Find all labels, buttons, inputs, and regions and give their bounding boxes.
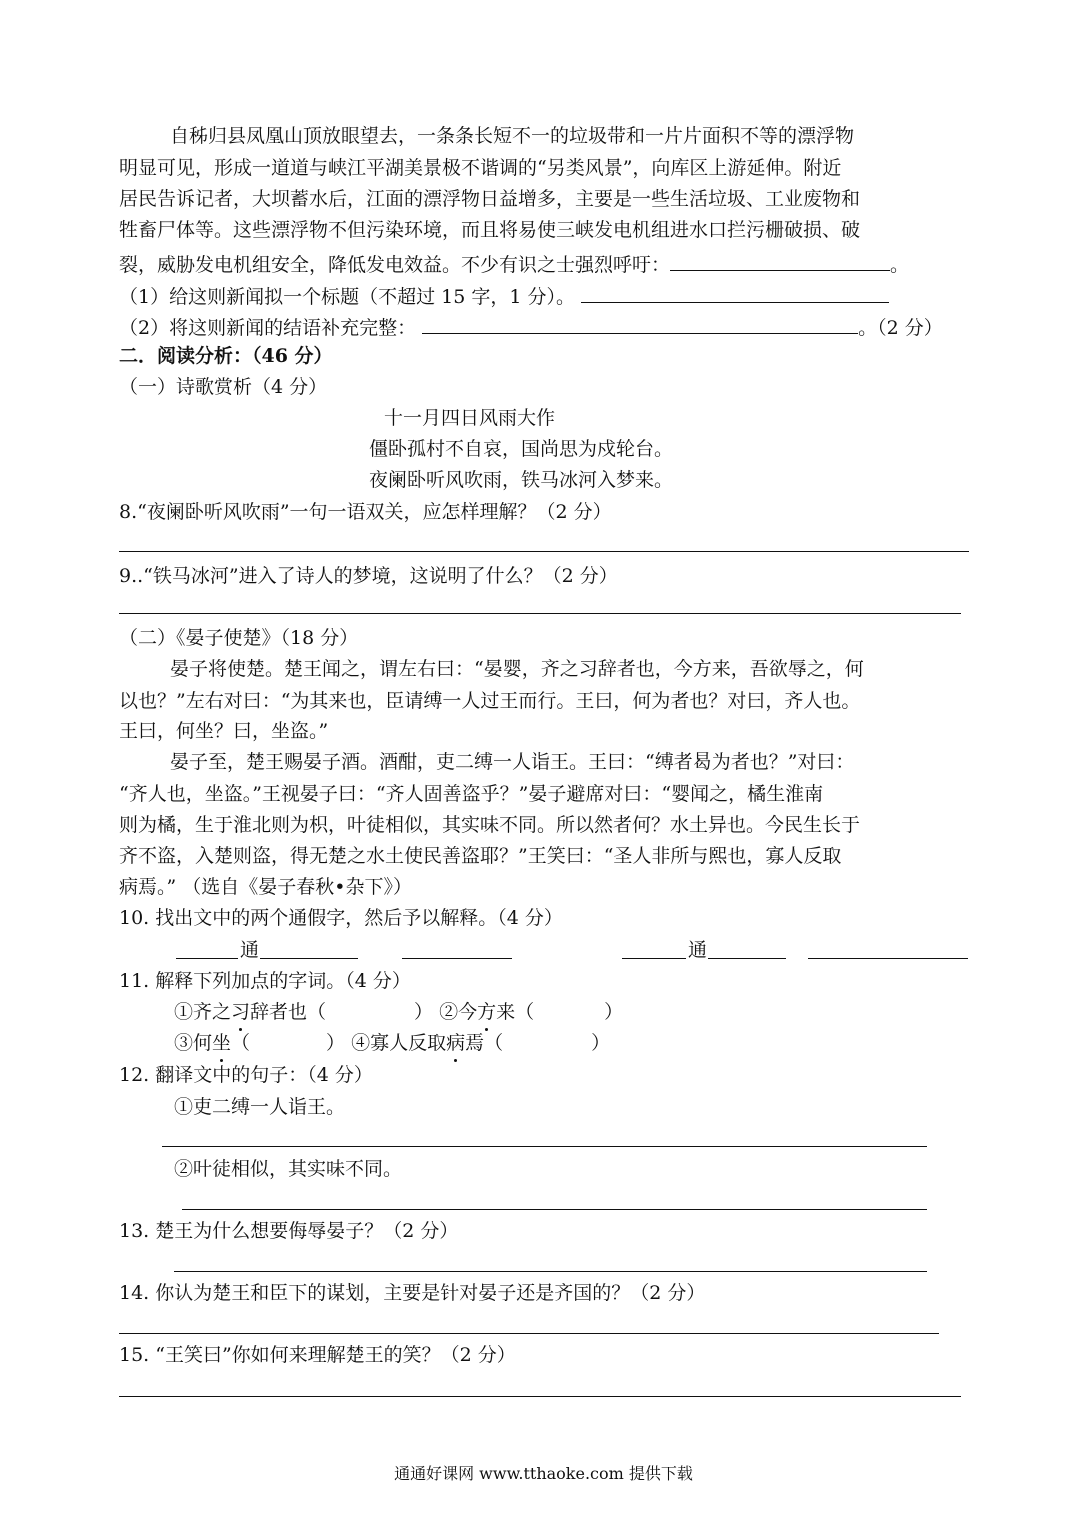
- passage-line-4: 晏子至，楚王赐晏子酒。酒酣，吏二缚一人诣王。王曰：“缚者曷为者也？”对曰：: [170, 751, 855, 773]
- passage-line-3: 王曰，何坐？曰，坐盗。”: [119, 720, 329, 742]
- poem-section-header: （一）诗歌赏析（4 分）: [119, 376, 328, 398]
- news-line-5: [119, 248, 909, 279]
- question-2-score: 。（2 分）: [858, 317, 943, 339]
- tongjia-blank-1b[interactable]: [260, 958, 358, 959]
- item-2-close: ）: [604, 1001, 624, 1023]
- section-2-heading: 二．阅读分析：（46 分）: [119, 345, 333, 367]
- conclusion-answer-blank[interactable]: [422, 311, 858, 334]
- tongjia-blank-2a[interactable]: [622, 958, 686, 959]
- question-14: 14. 你认为楚王和臣下的谋划，主要是针对晏子还是齐国的？（2 分）: [119, 1282, 706, 1304]
- item-2-prefix: ） ②今: [414, 1001, 478, 1023]
- question-11-row-1: [174, 998, 623, 1026]
- question-15: 15. “王笑曰”你如何来理解楚王的笑？（2 分）: [119, 1344, 516, 1366]
- item-1-dotted-char: 习: [231, 998, 250, 1026]
- news-line-3: 居民告诉记者，大坝蓄水后，江面的漂浮物日益增多，主要是一些生活垃圾、工业废物和: [119, 188, 861, 210]
- question-2: [119, 311, 943, 342]
- answer-line-q9[interactable]: [119, 613, 961, 614]
- question-2-text: （2）将这则新闻的结语补充完整：: [119, 317, 417, 339]
- passage-line-8: 病焉。” （选自《晏子春秋•杂下》）: [119, 876, 412, 898]
- question-8: 8.“夜阑卧听风吹雨”一句一语双关，应怎样理解？（2 分）: [119, 501, 612, 523]
- item-4-dotted-char: 病: [446, 1029, 465, 1057]
- page-footer: 通通好课网 www.tthaoke.com 提供下载: [394, 1464, 693, 1483]
- item-4-close: ）: [591, 1032, 611, 1054]
- answer-line-q15[interactable]: [119, 1396, 961, 1397]
- answer-line-q8[interactable]: [119, 551, 969, 552]
- tong-label-1: 通: [240, 939, 260, 961]
- news-line-4: 牲畜尸体等。这些漂浮物不但污染环境，而且将易使三峡发电机组进水口拦污栅破损、破: [119, 219, 861, 241]
- question-10: 10. 找出文中的两个通假字，然后予以解释。（4 分）: [119, 907, 563, 929]
- tongjia-blank-1a[interactable]: [176, 958, 238, 959]
- question-12: 12. 翻译文中的句子：（4 分）: [119, 1064, 373, 1086]
- poem-title: 十一月四日风雨大作: [384, 407, 556, 429]
- tong-label-2: 通: [688, 939, 708, 961]
- answer-line-q12-1[interactable]: [162, 1146, 927, 1147]
- answer-line-q12-2[interactable]: [182, 1209, 927, 1210]
- news-ending-blank[interactable]: [670, 248, 890, 271]
- tongjia-blank-2c[interactable]: [808, 958, 968, 959]
- passage-line-7: 齐不盗，入楚则盗，得无楚之水土使民善盗耶？”王笑曰：“圣人非所与熙也，寡人反取: [119, 845, 842, 867]
- news-last-text: 裂，威胁发电机组安全，降低发电效益。不少有识之士强烈呼吁：: [119, 254, 671, 276]
- poem-line-1: 僵卧孤村不自哀，国尚思为戍轮台。: [369, 438, 674, 460]
- passage-line-5: “齐人也，坐盗。”王视晏子曰：“齐人固善盗乎？”晏子避席对曰：“婴闻之，橘生淮南: [119, 783, 824, 805]
- item-4-prefix: ） ④寡人反取: [326, 1032, 447, 1054]
- translate-sentence-1: ①吏二缚一人诣王。: [174, 1096, 346, 1118]
- news-last-end: 。: [890, 254, 910, 276]
- question-11-row-2: [174, 1029, 610, 1057]
- item-1-prefix: ①齐之: [174, 1001, 232, 1023]
- item-4-suffix: 焉（: [465, 1032, 504, 1054]
- tongjia-blank-2b[interactable]: [708, 958, 786, 959]
- passage-line-1: 晏子将使楚。楚王闻之，谓左右曰：“晏婴，齐之习辞者也，今方来，吾欲辱之，何: [170, 658, 864, 680]
- translate-sentence-2: ②叶徒相似，其实味不同。: [174, 1158, 403, 1180]
- item-1-suffix: 辞者也（: [250, 1001, 327, 1023]
- passage-line-6: 则为橘，生于淮北则为枳，叶徒相似，其实味不同。所以然者何？水土异也。今民生长于: [119, 814, 861, 836]
- news-line-2: 明显可见，形成一道道与峡江平湖美景极不谐调的“另类风景”，向库区上游延伸。附近: [119, 157, 842, 179]
- passage-header: （二）《晏子使楚》（18 分）: [119, 627, 359, 649]
- tongjia-blank-1c[interactable]: [402, 958, 512, 959]
- item-3-suffix: （: [231, 1032, 251, 1054]
- item-3-dotted-char: 坐: [212, 1029, 231, 1057]
- question-11: 11. 解释下列加点的字词。（4 分）: [119, 970, 411, 992]
- question-1-text: （1）给这则新闻拟一个标题（不超过 15 字，1 分）。: [119, 286, 575, 308]
- news-line-1: 自秭归县凤凰山顶放眼望去，一条条长短不一的垃圾带和一片片面积不等的漂浮物: [170, 125, 855, 147]
- question-13: 13. 楚王为什么想要侮辱晏子？（2 分）: [119, 1220, 459, 1242]
- item-2-suffix: 来（: [496, 1001, 535, 1023]
- title-answer-blank[interactable]: [581, 280, 889, 303]
- item-2-dotted-char: 方: [477, 998, 496, 1026]
- poem-line-2: 夜阑卧听风吹雨，铁马冰河入梦来。: [369, 469, 674, 491]
- question-9: 9..“铁马冰河”进入了诗人的梦境，这说明了什么？（2 分）: [119, 565, 618, 587]
- answer-line-q14[interactable]: [119, 1333, 939, 1334]
- item-3-prefix: ③何: [174, 1032, 213, 1054]
- answer-line-q13[interactable]: [174, 1271, 927, 1272]
- passage-line-2: 以也？”左右对曰：“为其来也，臣请缚一人过王而行。王曰，何为者也？对曰，齐人也。: [119, 690, 861, 712]
- question-1: [119, 280, 889, 311]
